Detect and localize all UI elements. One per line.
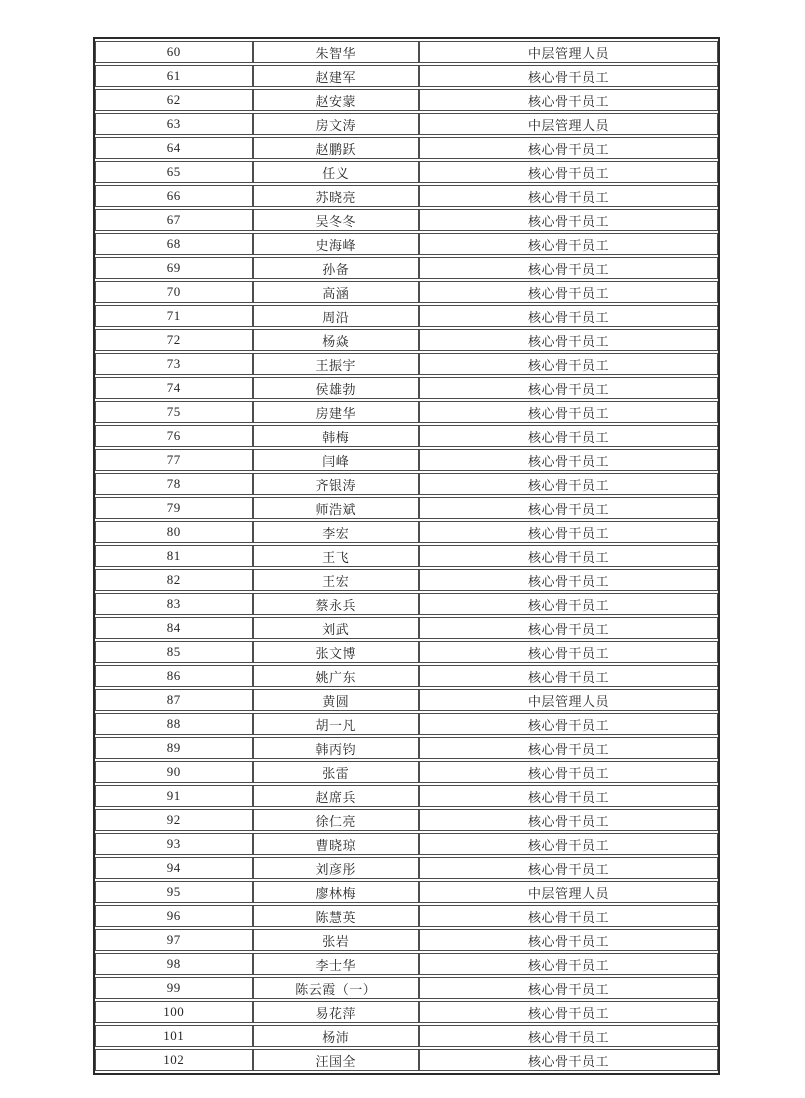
- row-number-cell: 71: [95, 305, 253, 327]
- employee-category-cell: 核心骨干员工: [419, 65, 718, 87]
- employee-category-cell: 核心骨干员工: [419, 137, 718, 159]
- row-number-cell: 91: [95, 785, 253, 807]
- employee-category-cell: 核心骨干员工: [419, 233, 718, 255]
- row-number-cell: 83: [95, 593, 253, 615]
- employee-category-cell: 核心骨干员工: [419, 713, 718, 735]
- table-row: [95, 161, 718, 183]
- table-row: [95, 569, 718, 591]
- row-number-cell: 88: [95, 713, 253, 735]
- row-number-cell: 78: [95, 473, 253, 495]
- employee-name-cell: 赵安蒙: [253, 89, 420, 111]
- employee-category-cell: 核心骨干员工: [419, 449, 718, 471]
- row-number-cell: 60: [95, 41, 253, 63]
- employee-name-cell: 赵鹏跃: [253, 137, 420, 159]
- row-number-cell: 92: [95, 809, 253, 831]
- table-row: [95, 473, 718, 495]
- employee-category-cell: 核心骨干员工: [419, 833, 718, 855]
- employee-name-cell: 朱智华: [253, 41, 420, 63]
- employee-category-cell: 核心骨干员工: [419, 473, 718, 495]
- employee-category-cell: 核心骨干员工: [419, 593, 718, 615]
- table-row: [95, 257, 718, 279]
- row-number-cell: 101: [95, 1025, 253, 1047]
- row-number-cell: 65: [95, 161, 253, 183]
- employee-category-cell: 核心骨干员工: [419, 617, 718, 639]
- employee-name-cell: 高涵: [253, 281, 420, 303]
- table-row: [95, 881, 718, 903]
- employee-name-cell: 李宏: [253, 521, 420, 543]
- table-row: [95, 449, 718, 471]
- employee-category-cell: 核心骨干员工: [419, 977, 718, 999]
- employee-name-cell: 刘武: [253, 617, 420, 639]
- employee-name-cell: 廖林梅: [253, 881, 420, 903]
- employee-name-cell: 杨焱: [253, 329, 420, 351]
- employee-category-cell: 核心骨干员工: [419, 953, 718, 975]
- employee-name-cell: 蔡永兵: [253, 593, 420, 615]
- employee-category-cell: 核心骨干员工: [419, 425, 718, 447]
- employee-category-cell: 核心骨干员工: [419, 905, 718, 927]
- employee-category-cell: 中层管理人员: [419, 113, 718, 135]
- employee-category-cell: 核心骨干员工: [419, 857, 718, 879]
- employee-name-cell: 张雷: [253, 761, 420, 783]
- employee-category-cell: 核心骨干员工: [419, 161, 718, 183]
- roster-table-body: [95, 41, 718, 1071]
- employee-name-cell: 师浩斌: [253, 497, 420, 519]
- row-number-cell: 93: [95, 833, 253, 855]
- employee-category-cell: 核心骨干员工: [419, 569, 718, 591]
- employee-name-cell: 王振宇: [253, 353, 420, 375]
- employee-category-cell: 中层管理人员: [419, 689, 718, 711]
- employee-name-cell: 陈云霞（一）: [253, 977, 420, 999]
- row-number-cell: 77: [95, 449, 253, 471]
- table-row: [95, 377, 718, 399]
- table-row: [95, 737, 718, 759]
- table-row: [95, 1025, 718, 1047]
- row-number-cell: 96: [95, 905, 253, 927]
- employee-name-cell: 李士华: [253, 953, 420, 975]
- row-number-cell: 63: [95, 113, 253, 135]
- table-row: [95, 809, 718, 831]
- row-number-cell: 98: [95, 953, 253, 975]
- employee-category-cell: 核心骨干员工: [419, 761, 718, 783]
- employee-name-cell: 徐仁亮: [253, 809, 420, 831]
- employee-category-cell: 核心骨干员工: [419, 329, 718, 351]
- table-row: [95, 761, 718, 783]
- employee-name-cell: 赵席兵: [253, 785, 420, 807]
- employee-name-cell: 黄圆: [253, 689, 420, 711]
- row-number-cell: 99: [95, 977, 253, 999]
- employee-name-cell: 周沿: [253, 305, 420, 327]
- table-row: [95, 785, 718, 807]
- table-row: [95, 497, 718, 519]
- employee-name-cell: 苏晓亮: [253, 185, 420, 207]
- employee-name-cell: 齐银涛: [253, 473, 420, 495]
- employee-name-cell: 侯雄勃: [253, 377, 420, 399]
- employee-category-cell: 核心骨干员工: [419, 785, 718, 807]
- employee-name-cell: 任义: [253, 161, 420, 183]
- employee-name-cell: 汪国全: [253, 1049, 420, 1071]
- row-number-cell: 76: [95, 425, 253, 447]
- employee-name-cell: 韩丙钧: [253, 737, 420, 759]
- table-row: [95, 905, 718, 927]
- employee-category-cell: 核心骨干员工: [419, 185, 718, 207]
- row-number-cell: 86: [95, 665, 253, 687]
- employee-name-cell: 闫峰: [253, 449, 420, 471]
- row-number-cell: 70: [95, 281, 253, 303]
- row-number-cell: 85: [95, 641, 253, 663]
- employee-category-cell: 核心骨干员工: [419, 929, 718, 951]
- row-number-cell: 94: [95, 857, 253, 879]
- employee-category-cell: 核心骨干员工: [419, 377, 718, 399]
- employee-name-cell: 房文涛: [253, 113, 420, 135]
- row-number-cell: 69: [95, 257, 253, 279]
- employee-category-cell: 核心骨干员工: [419, 209, 718, 231]
- employee-category-cell: 核心骨干员工: [419, 737, 718, 759]
- table-row: [95, 521, 718, 543]
- table-row: [95, 665, 718, 687]
- row-number-cell: 90: [95, 761, 253, 783]
- table-row: [95, 185, 718, 207]
- employee-category-cell: 中层管理人员: [419, 41, 718, 63]
- employee-category-cell: 核心骨干员工: [419, 665, 718, 687]
- table-row: [95, 617, 718, 639]
- employee-category-cell: 中层管理人员: [419, 881, 718, 903]
- table-row: [95, 425, 718, 447]
- table-row: [95, 1001, 718, 1023]
- employee-roster-table: [93, 37, 720, 1075]
- table-row: [95, 857, 718, 879]
- employee-category-cell: 核心骨干员工: [419, 353, 718, 375]
- employee-name-cell: 杨沛: [253, 1025, 420, 1047]
- employee-name-cell: 吴冬冬: [253, 209, 420, 231]
- table-row: [95, 353, 718, 375]
- row-number-cell: 66: [95, 185, 253, 207]
- employee-category-cell: 核心骨干员工: [419, 1049, 718, 1071]
- employee-name-cell: 曹晓琼: [253, 833, 420, 855]
- employee-name-cell: 陈慧英: [253, 905, 420, 927]
- row-number-cell: 73: [95, 353, 253, 375]
- employee-name-cell: 张文博: [253, 641, 420, 663]
- table-row: [95, 545, 718, 567]
- employee-name-cell: 易花萍: [253, 1001, 420, 1023]
- employee-name-cell: 刘彦彤: [253, 857, 420, 879]
- row-number-cell: 79: [95, 497, 253, 519]
- employee-name-cell: 姚广东: [253, 665, 420, 687]
- table-row: [95, 833, 718, 855]
- table-row: [95, 41, 718, 63]
- row-number-cell: 75: [95, 401, 253, 423]
- employee-category-cell: 核心骨干员工: [419, 497, 718, 519]
- row-number-cell: 84: [95, 617, 253, 639]
- table-row: [95, 65, 718, 87]
- table-row: [95, 713, 718, 735]
- row-number-cell: 95: [95, 881, 253, 903]
- employee-name-cell: 张岩: [253, 929, 420, 951]
- row-number-cell: 67: [95, 209, 253, 231]
- row-number-cell: 82: [95, 569, 253, 591]
- employee-name-cell: 王宏: [253, 569, 420, 591]
- row-number-cell: 102: [95, 1049, 253, 1071]
- employee-category-cell: 核心骨干员工: [419, 521, 718, 543]
- employee-category-cell: 核心骨干员工: [419, 809, 718, 831]
- row-number-cell: 74: [95, 377, 253, 399]
- table-row: [95, 209, 718, 231]
- row-number-cell: 72: [95, 329, 253, 351]
- row-number-cell: 68: [95, 233, 253, 255]
- table-row: [95, 137, 718, 159]
- table-row: [95, 305, 718, 327]
- table-row: [95, 89, 718, 111]
- employee-category-cell: 核心骨干员工: [419, 401, 718, 423]
- table-row: [95, 641, 718, 663]
- employee-category-cell: 核心骨干员工: [419, 1025, 718, 1047]
- table-row: [95, 953, 718, 975]
- table-row: [95, 689, 718, 711]
- employee-name-cell: 房建华: [253, 401, 420, 423]
- row-number-cell: 97: [95, 929, 253, 951]
- employee-name-cell: 史海峰: [253, 233, 420, 255]
- table-row: [95, 977, 718, 999]
- employee-category-cell: 核心骨干员工: [419, 257, 718, 279]
- row-number-cell: 62: [95, 89, 253, 111]
- row-number-cell: 81: [95, 545, 253, 567]
- employee-name-cell: 韩梅: [253, 425, 420, 447]
- table-row: [95, 113, 718, 135]
- employee-name-cell: 胡一凡: [253, 713, 420, 735]
- table-row: [95, 1049, 718, 1071]
- table-row: [95, 401, 718, 423]
- row-number-cell: 87: [95, 689, 253, 711]
- employee-name-cell: 王飞: [253, 545, 420, 567]
- employee-category-cell: 核心骨干员工: [419, 281, 718, 303]
- employee-name-cell: 赵建军: [253, 65, 420, 87]
- row-number-cell: 61: [95, 65, 253, 87]
- employee-category-cell: 核心骨干员工: [419, 545, 718, 567]
- employee-category-cell: 核心骨干员工: [419, 641, 718, 663]
- table-row: [95, 929, 718, 951]
- row-number-cell: 100: [95, 1001, 253, 1023]
- table-row: [95, 593, 718, 615]
- employee-category-cell: 核心骨干员工: [419, 1001, 718, 1023]
- employee-category-cell: 核心骨干员工: [419, 305, 718, 327]
- employee-name-cell: 孙备: [253, 257, 420, 279]
- table-row: [95, 329, 718, 351]
- row-number-cell: 89: [95, 737, 253, 759]
- row-number-cell: 80: [95, 521, 253, 543]
- table-row: [95, 233, 718, 255]
- row-number-cell: 64: [95, 137, 253, 159]
- employee-category-cell: 核心骨干员工: [419, 89, 718, 111]
- table-row: [95, 281, 718, 303]
